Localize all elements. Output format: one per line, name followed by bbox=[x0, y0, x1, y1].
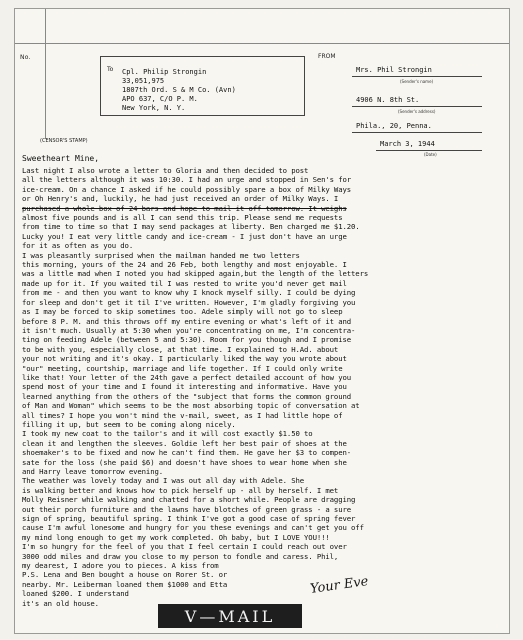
letter-line: out their porch furniture and the lawns have blotches of green grass - a sure bbox=[22, 504, 352, 514]
date-caption: (Date) bbox=[424, 152, 437, 157]
letter-line: Molly Reisner while walking and chatted for a short while. People are dragging bbox=[22, 495, 356, 505]
letter-line: 3000 odd miles and draw you close to my person to fondle and caress. Phil, bbox=[22, 551, 339, 561]
letter-line: like that! Your letter of the 24th gave a perfect detailed account of how you bbox=[22, 372, 352, 382]
sender-address-caption: (Sender's address) bbox=[398, 109, 436, 114]
letter-line: ice-cream. On a chance I asked if he could possibly spare a box of Milky Ways bbox=[22, 184, 352, 194]
margin-rule bbox=[15, 9, 46, 139]
letter-line: made up for it. If you waited til I was rested to write you'd never get mail bbox=[22, 278, 347, 288]
letter-line: for sleep and don't get it til I've written. However, I'm gladly forgiving you bbox=[22, 297, 356, 307]
censor-stamp-label: (CENSOR'S STAMP) bbox=[40, 138, 88, 144]
sender-city-rule bbox=[352, 132, 482, 133]
letter-line: "our" meeting, courtship, marriage and life together. If I could only write bbox=[22, 363, 343, 373]
sender-name: Mrs. Phil Strongin bbox=[356, 66, 432, 74]
sender-name-rule bbox=[352, 76, 482, 77]
letter-line: all the letters although it was 10:30. I had an urge and stopped in Sen's for bbox=[22, 175, 352, 185]
letter-line: spend most of your time and I found it interesting and informative. Have you bbox=[22, 382, 347, 392]
letter-line: nearby. Mr. Leiberman loaned them $1000 and Etta bbox=[22, 579, 228, 589]
signature: Your Eve bbox=[309, 574, 370, 597]
to-label: To bbox=[107, 66, 114, 73]
letter-line: to be with you, especially close, at that time. I explained to H.Ad. about bbox=[22, 344, 339, 354]
letter-line: Last night I also wrote a letter to Gloria and then decided to post bbox=[22, 166, 309, 175]
recipient-unit: 1807th Ord. S & M Co. (Avn) bbox=[122, 86, 236, 94]
letter-line: was a little mad when I noted you had skipped again,but the length of the letters bbox=[22, 269, 369, 279]
letter-line: before 8 P. M. and this throws off my entire evening or what's left of it and bbox=[22, 316, 352, 326]
letter-greeting: Sweetheart Mine, bbox=[22, 154, 100, 163]
letter-line: or Oh Henry's and, luckily, he had just received an order of Milky Ways. I bbox=[22, 194, 339, 204]
recipient-name: Cpl. Philip Strongin bbox=[122, 68, 207, 76]
letter-line: P.S. Lena and Ben bought a house on Rorer St. or bbox=[22, 570, 228, 580]
letter-line: cause I'm awful lonesome and hungry for you these evenings and can't get you off bbox=[22, 523, 364, 533]
letter-line: as I may be forced to skip sometimes too. Adele simply will not go to sleep bbox=[22, 307, 343, 317]
letter-line: my mind long enough to get my work completed. Oh baby, but I LOVE YOU!!! bbox=[22, 532, 330, 542]
letter-line: sign of spring, beautiful spring. I think I've got a good case of spring fever bbox=[22, 514, 356, 524]
recipient-city: New York, N. Y. bbox=[122, 104, 186, 112]
letter-line: Lucky you! I eat very little candy and ice-cream - I just don't have an urge bbox=[22, 231, 347, 241]
header-rule bbox=[15, 9, 509, 44]
letter-line: is walking better and knows how to pick herself up - all by herself. I met bbox=[22, 485, 339, 495]
letter-line: clean it and lengthen the sleeves. Goldie left her best pair of shoes at the bbox=[22, 438, 347, 448]
vmail-stamp: V—MAIL bbox=[158, 604, 302, 628]
letter-line: filling it up, but seem to be coming along nicely. bbox=[22, 419, 236, 429]
letter-line: learned anything from the others of the "subject that forms the common ground bbox=[22, 391, 352, 401]
recipient-apo: APO 637, C/O P. M. bbox=[122, 95, 198, 103]
letter-line: purchased a whole box of 24 bars and hope to mail it off tomorrow. It weighs bbox=[22, 203, 347, 213]
recipient-serial: 33,051,975 bbox=[122, 77, 165, 85]
letter-line: sate for the loss (she paid $6) and doesn't have shoes to wear home when she bbox=[22, 457, 347, 467]
letter-line: The weather was lovely today and I was out all day with Adele. She bbox=[22, 476, 305, 486]
letter-line: it isn't much. Usually at 5:30 when you're concentrating on me, I'm concentra- bbox=[22, 325, 356, 335]
sender-city: Phila., 20, Penna. bbox=[356, 122, 432, 130]
letter-line: almost five pounds and is all I can send this trip. Please send me requests bbox=[22, 213, 343, 223]
letter-line: it's an old house. bbox=[22, 598, 99, 608]
letter-date: March 3, 1944 bbox=[380, 140, 435, 148]
letter-line: I'm so hungry for the feel of you that I feel certain I could reach out over bbox=[22, 542, 347, 552]
letter-line: from time to time so that I may send packages at liberty. Ben charged me $1.20. bbox=[22, 222, 360, 232]
letter-line: this morning, yours of the 24 and 26 Feb, both lengthy and most enjoyable. I bbox=[22, 260, 347, 270]
letter-body bbox=[22, 166, 492, 608]
letter-line: shoemaker's to be fixed and now he can't find them. He gave her $3 to compen- bbox=[22, 448, 352, 458]
letter-line: loaned $200. I understand bbox=[22, 589, 129, 599]
letter-date-rule bbox=[376, 150, 482, 151]
letter-line: my dearest, I adore you to pieces. A kiss from bbox=[22, 561, 219, 571]
sender-street: 4906 N. 8th St. bbox=[356, 96, 420, 104]
letter-line: your not writing and it's okay. I particularly liked the way you wrote about bbox=[22, 354, 347, 364]
from-label: FROM bbox=[318, 53, 336, 60]
letter-line: and Harry leave tomorrow evening. bbox=[22, 467, 164, 476]
number-label: No. bbox=[20, 54, 31, 61]
letter-line: all times? I hope you won't mind the v-mail, sweet, as I had little hope of bbox=[22, 410, 343, 420]
letter-line: for it as often as you do. bbox=[22, 241, 134, 251]
letter-line: I took my new coat to the tailor's and it will cost exactly $1.50 to bbox=[22, 429, 313, 439]
sender-name-caption: (Sender's name) bbox=[400, 79, 434, 84]
sender-street-rule bbox=[352, 106, 482, 107]
letter-line: from me - and then you want to know why I knock myself silly. I could be dying bbox=[22, 288, 356, 298]
letter-line: of Man and Woman" which seems to be the most absorbing topic of conversation at bbox=[22, 401, 360, 411]
letter-line: I was pleasantly surprised when the mailman handed me two letters bbox=[22, 250, 300, 260]
letter-line: ting on feeding Adele (between 5 and 5:30). Room for you though and I promise bbox=[22, 335, 352, 345]
